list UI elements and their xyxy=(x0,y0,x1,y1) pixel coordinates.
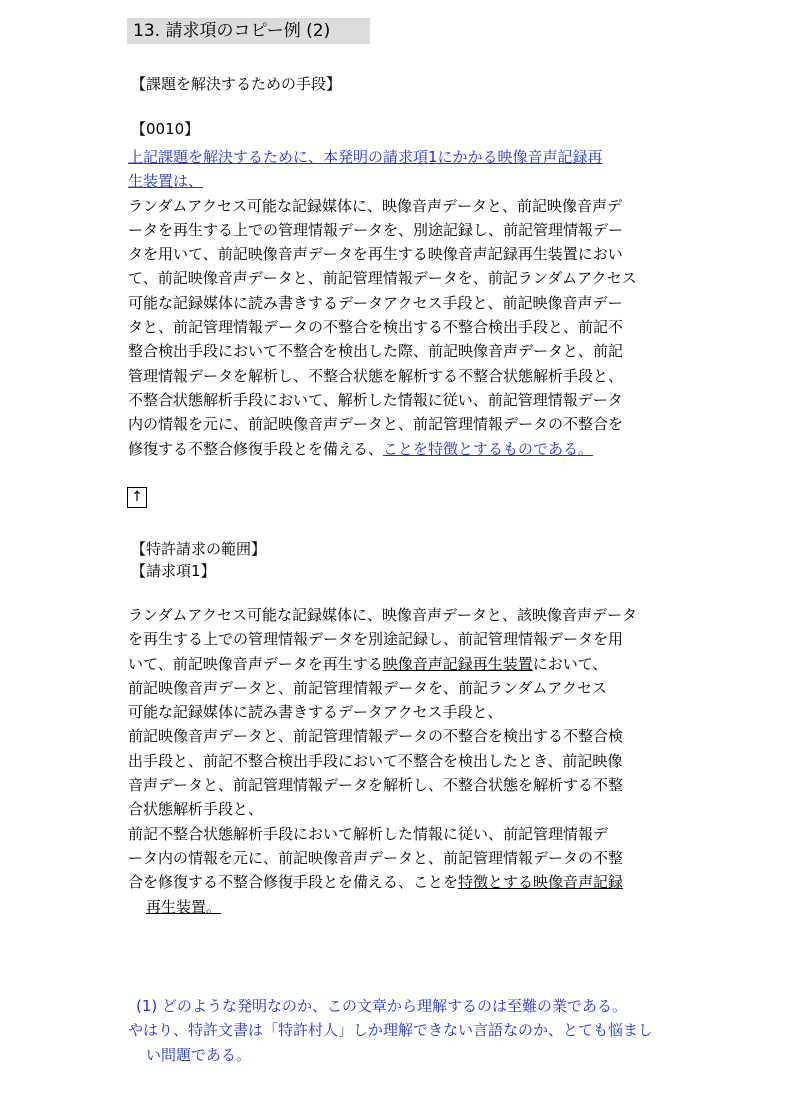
claim-subject-underlined: 映像音声記録再生装置 xyxy=(382,654,533,673)
claim-line xyxy=(128,652,688,676)
means-line: 内の情報を元に、前記映像音声データと、前記管理情報データの不整合を xyxy=(128,415,624,434)
note-line: い問題である。 xyxy=(146,1045,252,1064)
claim-line: 前記映像音声データと、前記管理情報データを、前記ランダムアクセス xyxy=(128,678,607,697)
claim-line: 音声データと、前記管理情報データを解析し、不整合状態を解析する不整 xyxy=(128,776,624,795)
claim-number: 【請求項1】 xyxy=(131,562,216,580)
note-line: (1) どのような発明なのか、この文章から理解するのは至難の業である。 xyxy=(136,997,628,1015)
claim-line: 前記映像音声データと、前記管理情報データの不整合を検出する不整合検 xyxy=(128,727,624,746)
note-line: やはり、特許文書は「特許村人」しか理解できない言語なのか、とても悩まし xyxy=(128,1021,654,1040)
claim-line: 合状態解析手段と、 xyxy=(128,800,264,819)
means-line: 可能な記録媒体に読み書きするデータアクセス手段と、前記映像音声デー xyxy=(128,293,623,312)
means-line: 管理情報データを解析し、不整合状態を解析する不整合状態解析手段と、 xyxy=(128,366,624,385)
claim-line-part: いて、前記映像音声データを再生する xyxy=(128,654,383,673)
claim-line: 可能な記録媒体に読み書きするデータアクセス手段と、 xyxy=(128,703,503,722)
commentary-note xyxy=(128,994,708,1067)
means-line: タと、前記管理情報データの不整合を検出する不整合検出手段と、前記不 xyxy=(128,318,624,337)
means-line: 不整合状態解析手段において、解析した情報に従い、前記管理情報データ xyxy=(128,390,623,409)
means-last-line xyxy=(128,437,688,461)
means-line: 整合検出手段において不整合を検出した際、前記映像音声データと、前記 xyxy=(128,342,624,361)
means-line: ータを再生する上での管理情報データを、別途記録し、前記管理情報デー xyxy=(128,220,624,239)
claim-line: 前記不整合状態解析手段において解析した情報に従い、前記管理情報デ xyxy=(128,824,609,843)
means-line: タを用いて、前記映像音声データを再生する映像音声記録再生装置におい xyxy=(128,245,623,264)
means-last-plain: 修復する不整合修復手段とを備える、 xyxy=(128,439,384,458)
means-intro-line: 上記課題を解決するために、本発明の請求項1にかかる映像音声記録再 xyxy=(128,148,603,166)
means-paragraph xyxy=(128,145,688,461)
paragraph-number: 【0010】 xyxy=(131,120,200,138)
claim-conclusion-underlined: 特徴とする映像音声記録 xyxy=(458,873,624,892)
claim-line: 再生装置。 xyxy=(146,897,222,916)
claim-line-part: において、 xyxy=(532,654,608,673)
claim-text xyxy=(128,603,688,919)
section-heading: 13. 請求項のコピー例 (2) xyxy=(127,18,370,44)
means-line: ランダムアクセス可能な記録媒体に、映像音声データと、前記映像音声デ xyxy=(128,196,622,215)
claim-line: ランダムアクセス可能な記録媒体に、映像音声データと、該映像音声データ xyxy=(128,606,637,624)
claim-line xyxy=(128,870,688,894)
claim-line: を再生する上での管理情報データを別途記録し、前記管理情報データを用 xyxy=(128,630,624,649)
claim-line: ータ内の情報を元に、前記映像音声データと、前記管理情報データの不整 xyxy=(128,848,624,867)
means-conclusion: ことを特徴とするものである。 xyxy=(383,439,594,458)
means-line: て、前記映像音声データと、前記管理情報データを、前記ランダムアクセス xyxy=(128,269,637,288)
claim-line-part: 合を修復する不整合修復手段とを備える、ことを xyxy=(128,873,459,892)
means-intro-line: 生装置は、 xyxy=(128,172,204,191)
claim-line: 出手段と、前記不整合検出手段において不整合を検出したとき、前記映像 xyxy=(128,751,623,770)
up-arrow-icon: ↑ xyxy=(127,487,147,508)
claims-section-label: 【特許請求の範囲】 xyxy=(131,540,267,558)
means-section-label: 【課題を解決するための手段】 xyxy=(131,75,342,93)
